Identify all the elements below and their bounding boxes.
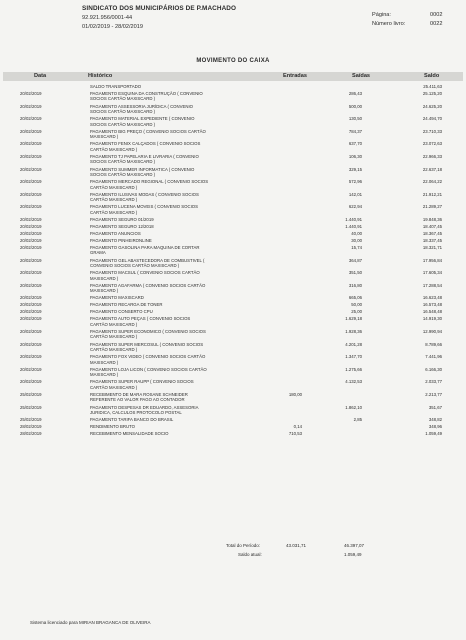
row-history: PAGAMENTO CONSERTO CPU [90, 309, 153, 315]
row-history: PAGAMENTO GEL ABASTECEDORA DE COMBUSTIVEL ( CONVENIO SOCIOS CARTÃO MAXISCARD ) [90, 257, 205, 268]
row-date: 20/02/2019 [20, 191, 42, 197]
row-history: PAGAMENTO TARIFA BANCO DO BRASIL [90, 417, 174, 423]
row-exit: 25,00 [351, 309, 362, 315]
row-exit: 142,01 [348, 191, 362, 197]
row-balance: 25.411,63 [423, 84, 442, 89]
row-date: 20/02/2019 [20, 282, 42, 288]
current-balance-value: 1.059,49 [344, 552, 362, 557]
column-date: Data [34, 73, 47, 79]
row-date: 20/02/2019 [20, 245, 42, 250]
row-date: 25/02/2019 [20, 404, 42, 410]
row-date: 20/02/2019 [20, 302, 42, 308]
row-history: PAGAMENTO AGAFARMA ( CONVENIO SOCIOS CARTÃO MAXISCARD ) [90, 282, 206, 294]
row-date: 20/02/2019 [20, 166, 42, 172]
row-date: 20/02/2019 [20, 154, 42, 159]
row-balance: 18.321,71 [422, 245, 442, 250]
row-date: 20/02/2019 [20, 141, 42, 147]
row-date: 20/02/2019 [20, 354, 42, 360]
row-balance: 2.213,77 [425, 392, 442, 397]
row-balance: 14.919,30 [422, 316, 442, 322]
column-balance: Saldo [424, 73, 440, 79]
row-history: PAGAMENTO BIG PREÇO ( CONVENIO SOCIOS CARTÃO MAXISCARD ) [90, 128, 206, 140]
row-exit: 4.132,53 [345, 379, 362, 385]
book-number: 0022 [430, 21, 443, 27]
row-history: PAGAMENTO RECARGA DE TONER [90, 302, 163, 308]
row-balance: 18.407,45 [422, 224, 442, 229]
column-history: Histórico [88, 73, 113, 79]
report-title: MOVIMENTO DO CAIXA [196, 58, 270, 64]
row-exit: 637,70 [348, 141, 362, 147]
row-date: 20/02/2019 [20, 238, 42, 243]
row-balance: 348,96 [428, 424, 442, 430]
row-balance: 21.289,27 [422, 204, 442, 210]
current-balance-label: Saldo atual: [238, 552, 262, 557]
row-exit: 364,87 [348, 257, 362, 263]
row-date: 20/02/2019 [20, 341, 42, 347]
row-balance: 18.367,45 [422, 231, 442, 236]
row-date: 25/02/2019 [20, 417, 42, 423]
row-date: 28/02/2019 [20, 431, 42, 437]
row-balance: 25.125,20 [422, 91, 442, 96]
row-history: PAGAMENTO LUCENA MOVEIS ( CONVENIO SOCIOS CARTÃO MAXISCARD ) [90, 204, 198, 215]
row-exit: 130,50 [348, 116, 362, 122]
row-entry: 0,14 [293, 424, 302, 430]
row-history: PAGAMENTO MAXISCARD [90, 295, 144, 301]
row-date: 20/02/2019 [20, 329, 42, 334]
row-date: 20/02/2019 [20, 91, 42, 96]
row-exit: 15,74 [351, 245, 362, 250]
row-balance: 16.573,48 [422, 302, 442, 308]
row-exit: 1.440,91 [345, 224, 362, 229]
row-date: 20/02/2019 [20, 224, 42, 229]
row-exit: 1.275,66 [345, 366, 362, 372]
row-history: PAGAMENTO SUMMER INFORMATICA ( CONVENIO SOCIOS CARTÃO MAXISCARD ) [90, 166, 195, 177]
row-history: PAGAMENTO GASOLINA PARA MAQUINA DE CORTAR GRAMA [90, 245, 200, 256]
row-exit: 1.629,18 [345, 316, 362, 322]
row-date: 25/02/2019 [20, 392, 42, 397]
report-period: 01/02/2019 - 28/02/2019 [82, 24, 143, 30]
row-date: 20/02/2019 [20, 204, 42, 210]
row-balance: 351,67 [428, 404, 442, 410]
row-history: PAGAMENTO TJ PAPELARIA E LIVRARIA ( CONVENIO SOCIOS CARTÃO MAXISCARD ) [90, 154, 199, 165]
row-exit: 1.347,70 [345, 354, 362, 360]
row-exit: 40,00 [351, 231, 362, 236]
row-balance: 24.494,70 [422, 116, 442, 122]
row-date: 28/02/2019 [20, 424, 42, 430]
row-date: 20/02/2019 [20, 103, 42, 109]
row-balance: 18.337,45 [422, 238, 442, 243]
row-history: PAGAMENTO PINHEIRONLINE [90, 238, 152, 243]
row-exit: 665,06 [348, 295, 362, 301]
row-exit: 572,96 [348, 179, 362, 185]
row-history: PAGAMENTO ESQUINA DA CONSTRUÇÃO ( CONVENIO SOCIOS CARTÃO MAXISCARD ) [90, 91, 203, 102]
row-exit: 784,37 [348, 128, 362, 134]
row-history: SALDO TRANSPORTADO [90, 84, 142, 89]
row-date: 20/02/2019 [20, 128, 42, 134]
row-date: 20/02/2019 [20, 366, 42, 372]
row-history: PAGAMENTO SEGURO 01/2019 [90, 217, 154, 222]
row-exit: 500,00 [348, 103, 362, 109]
row-history: PAGAMENTO DESPESAS DR EDUARDO, ASSESORIA JURIDICA, CALCULOS PROTOCOLO POSTAL [90, 404, 199, 415]
cnpj-number: 92.921.956/0001-44 [82, 15, 133, 21]
row-balance: 1.059,49 [425, 431, 442, 437]
row-exit: 622,94 [348, 204, 362, 210]
row-balance: 17.605,34 [422, 270, 442, 276]
row-date: 20/02/2019 [20, 231, 42, 236]
row-entry: 180,00 [288, 392, 302, 397]
row-exit: 329,15 [348, 166, 362, 172]
row-history: PAGAMENTO AUTO PEÇAS ( CONVENIO SOCIOS CARTÃO MAXISCARD ) [90, 316, 191, 327]
row-date: 20/02/2019 [20, 270, 42, 276]
row-history: PAGAMENTO FENIX CALÇADOS ( CONVENIO SOCIOS CARTÃO MAXISCARD ) [90, 141, 201, 152]
row-exit: 2,85 [353, 417, 362, 423]
row-history: PAGAMENTO ILUSIVAS MODAS ( CONVENIO SOCIOS CARTÃO MAXISCARD ) [90, 191, 199, 203]
row-exit: 50,00 [351, 302, 362, 308]
row-balance: 16.623,48 [422, 295, 442, 301]
row-history: PAGAMENTO MERCADO REGIONAL ( CONVENIO SOCIOS CARTÃO MAXISCARD ) [90, 179, 209, 190]
page-number: 0002 [430, 12, 443, 18]
row-entry: 710,53 [288, 431, 302, 437]
row-exit: 351,50 [348, 270, 362, 276]
period-total-entries: 43.031,71 [286, 543, 307, 548]
row-exit: 1.862,10 [345, 404, 362, 410]
row-exit: 1.928,36 [345, 329, 362, 334]
row-balance: 7.441,96 [425, 354, 442, 360]
row-date: 20/02/2019 [20, 116, 42, 122]
row-history: PAGAMENTO MACSUL ( CONVENIO SOCIOS CARTÃO MAXISCARD ) [90, 270, 200, 281]
row-date: 20/02/2019 [20, 179, 42, 185]
row-balance: 24.625,20 [422, 103, 442, 109]
row-exit: 1.440,91 [345, 217, 362, 222]
row-history: PAGAMENTO ASSESSORIA JURÍDICA ( CONVENIO SOCIOS CARTÃO MAXISCARD ) [90, 103, 193, 114]
row-date: 20/02/2019 [20, 309, 42, 315]
row-balance: 22.064,22 [422, 179, 442, 185]
row-history: PAGAMENTO LOJA LICON ( CONVENIO SOCIOS CARTÃO MAXISCARD ) [90, 366, 207, 378]
column-exits: Saídas [352, 73, 371, 79]
page-label: Página: [372, 12, 391, 18]
row-balance: 17.956,84 [422, 257, 442, 263]
footer-license: Sistema licenciado para MIRIAN BRAGANCA DE OLIVEIRA [30, 620, 151, 625]
row-date: 20/02/2019 [20, 257, 42, 263]
row-date: 20/02/2019 [20, 379, 42, 385]
row-balance: 19.848,36 [422, 217, 442, 222]
row-date: 20/02/2019 [20, 316, 42, 322]
row-exit: 4.201,28 [345, 341, 362, 347]
row-balance: 17.288,54 [422, 282, 442, 288]
column-header-bar [3, 72, 463, 81]
period-total-label: Total do Período: [226, 543, 261, 548]
row-history: RECEBIMENTO MENSALIDADE SOCIO [90, 431, 169, 437]
row-history: PAGAMENTO SUPER RAUPP ( CONVENIO SOCIOS CARTÃO MAXISCARD ) [90, 379, 194, 390]
row-balance: 23.072,63 [422, 141, 442, 147]
row-history: PAGAMENTO SEGURO 12/2018 [90, 224, 154, 229]
book-label: Número livro: [372, 21, 406, 27]
row-balance: 16.548,48 [422, 309, 442, 315]
column-entries: Entradas [283, 73, 307, 79]
organization-name: SINDICATO DOS MUNICIPÁRIOS DE P.MACHADO [82, 5, 237, 12]
period-total-exits: 46.397,07 [344, 543, 365, 548]
row-date: 20/02/2019 [20, 217, 42, 222]
row-exit: 106,30 [348, 154, 362, 159]
row-balance: 21.912,21 [422, 191, 442, 197]
row-history: PAGAMENTO MATERIAL EXPEDIENTE ( CONVENIO SOCIOS CARTÃO MAXISCARD ) [90, 116, 195, 127]
row-exit: 286,43 [348, 91, 362, 96]
row-balance: 8.789,66 [425, 341, 442, 347]
row-balance: 12.990,94 [422, 329, 442, 334]
row-balance: 22.966,33 [422, 154, 442, 159]
row-balance: 348,82 [428, 417, 442, 423]
row-date: 20/02/2019 [20, 295, 42, 301]
row-history: PAGAMENTO ANUNCIOS [90, 231, 141, 236]
row-history: PAGAMENTO FOX VIDEO ( CONVENIO SOCIOS CARTÃO MAXISCARD ) [90, 354, 206, 365]
row-history: RECEBIMENTO DE MARA ROSANE SCHNEIDER REFERENTE AO VALOR PAGO AO CONTADOR [90, 392, 188, 403]
row-history: RENDIMENTO BRUTO [90, 424, 135, 430]
row-history: PAGAMENTO SUPER MERCOSUL ( CONVENIO SOCIOS CARTÃO MAXISCARD ) [90, 341, 204, 352]
row-history: PAGAMENTO SUPER ECONOMICO ( CONVENIO SOCIOS CARTÃO MAXISCARD ) [90, 329, 206, 340]
row-balance: 2.033,77 [425, 379, 442, 385]
row-balance: 23.710,33 [422, 128, 442, 134]
row-exit: 30,00 [351, 238, 362, 243]
row-balance: 22.637,18 [422, 166, 442, 172]
row-exit: 316,80 [348, 282, 362, 288]
row-balance: 6.166,30 [425, 366, 442, 372]
